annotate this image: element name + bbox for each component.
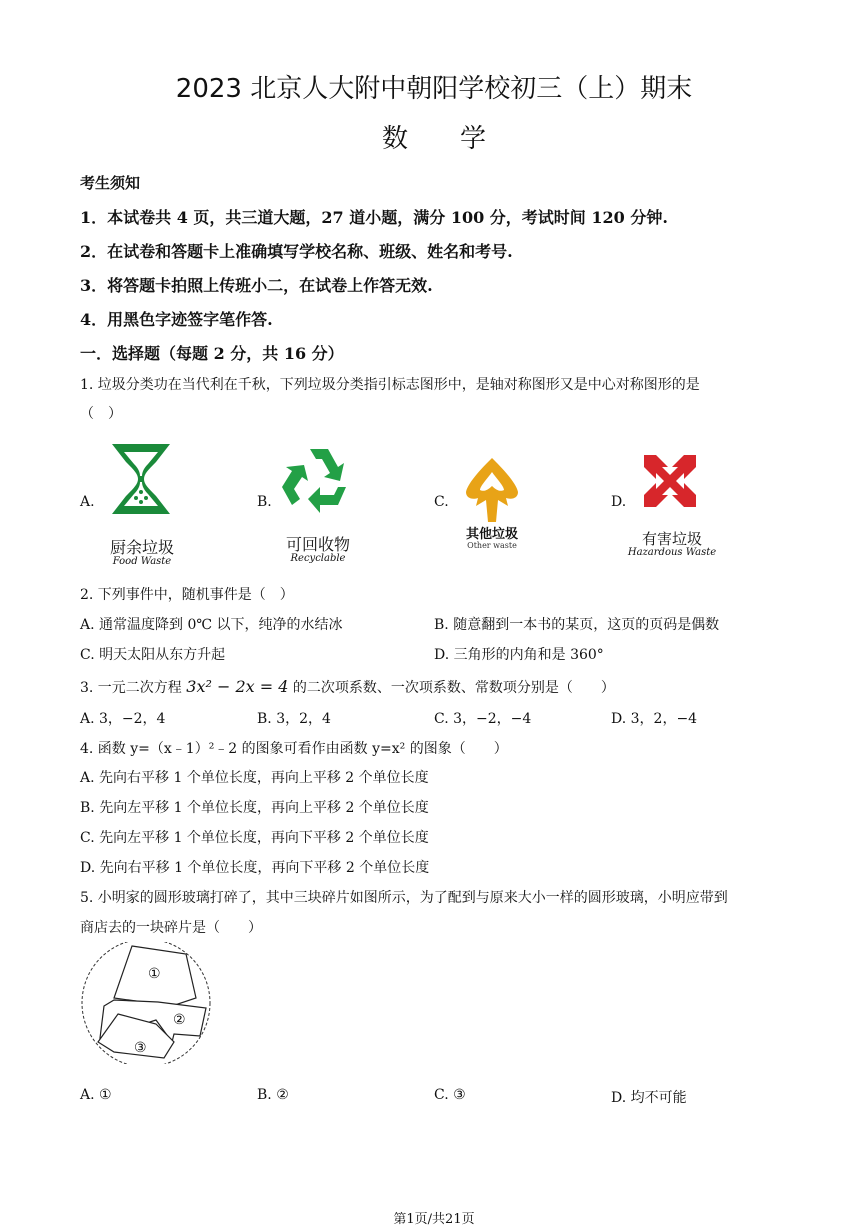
q4-option-d: D. 先向右平移 1 个单位长度，再向下平移 2 个单位长度 (80, 860, 430, 876)
q2-option-a: A. 通常温度降到 0℃ 以下，纯净的水结冰 (80, 617, 343, 633)
notice-item-4: 4．用黑色字迹签字笔作答. (80, 310, 273, 329)
q2-option-b: B. 随意翻到一本书的某页，这页的页码是偶数 (434, 617, 720, 633)
notice-item-1: 1．本试卷共 4 页，共三道大题，27 道小题，满分 100 分，考试时间 120 分钟. (80, 208, 668, 227)
subject-title: 数 学 (381, 124, 486, 154)
question-1-paren: （ ） (80, 406, 122, 422)
fragment-2-mark: ② (173, 1012, 186, 1028)
q1-option-d-caption: 有害垃圾 (641, 530, 702, 548)
q3-option-a: A. 3，−2，4 (80, 711, 166, 727)
q5-option-b: B. ② (257, 1087, 289, 1103)
q1-option-a-caption: 厨余垃圾 (109, 538, 174, 557)
q3-equation: 3x² − 2x = 4 (186, 677, 289, 696)
notice-item-2: 2．在试卷和答题卡上准确填写学校名称、班级、姓名和考号. (80, 242, 513, 261)
q5-option-c: C. ③ (434, 1087, 466, 1103)
q1-option-c-subcaption: Other waste (467, 541, 517, 550)
q3-stem-post: 的二次项系数、一次项系数、常数项分别是（ ） (292, 680, 615, 696)
q3-option-d: D. 3，2，−4 (611, 711, 698, 727)
q4-option-a: A. 先向右平移 1 个单位长度，再向上平移 2 个单位长度 (80, 770, 429, 786)
q4-option-b: B. 先向左平移 1 个单位长度，再向上平移 2 个单位长度 (80, 800, 429, 816)
question-3-stem (80, 677, 615, 697)
notice-item-3: 3．将答题卡拍照上传班小二，在试卷上作答无效. (80, 276, 433, 295)
q1-option-b-subcaption: Recyclable (290, 553, 346, 564)
notice-heading: 考生须知 (80, 174, 141, 192)
q1-option-a-subcaption: Food Waste (112, 556, 172, 567)
question-1-stem: 1. 垃圾分类功在当代利在千秋，下列垃圾分类指引标志图形中，是轴对称图形又是中心对称图形的是 (80, 377, 700, 393)
q1-option-a-label: A. (80, 494, 95, 510)
q2-option-c: C. 明天太阳从东方升起 (80, 647, 226, 663)
recycle-icon (280, 443, 358, 519)
q3-option-b: B. 3，2，4 (257, 711, 331, 727)
q1-option-c-caption: 其他垃圾 (465, 527, 518, 542)
q2-option-d: D. 三角形的内角和是 360° (434, 647, 604, 663)
fragment-1-mark: ① (148, 966, 161, 982)
q3-option-c: C. 3，−2，−4 (434, 711, 532, 727)
question-5-stem-line1: 5. 小明家的圆形玻璃打碎了，其中三块碎片如图所示，为了配到与原来大小一样的圆形玻璃，小明应带到 (80, 890, 728, 906)
fragment-3-mark: ③ (134, 1040, 147, 1056)
q1-option-d-subcaption: Hazardous Waste (627, 547, 717, 558)
q5-option-a: A. ① (80, 1087, 112, 1103)
q4-option-c: C. 先向左平移 1 个单位长度，再向下平移 2 个单位长度 (80, 830, 429, 846)
q1-option-b-caption: 可回收物 (285, 535, 350, 554)
section-heading: 一．选择题（每题 2 分，共 16 分） (80, 344, 344, 363)
question-4-stem: 4. 函数 y=（x﹣1）²﹣2 的图象可看作由函数 y=x² 的图象（ ） (80, 741, 508, 757)
question-5-stem-line2: 商店去的一块碎片是（ ） (80, 920, 262, 936)
page-number: 第1页/共21页 (393, 1212, 475, 1227)
q1-option-d-label: D. (611, 494, 627, 510)
question-2-stem: 2. 下列事件中，随机事件是（ ） (80, 587, 294, 603)
q1-option-b-label: B. (257, 494, 272, 510)
food-waste-icon (108, 440, 174, 522)
q5-option-d: D. 均不可能 (611, 1090, 687, 1106)
other-waste-icon (462, 456, 522, 530)
q1-option-c-label: C. (434, 494, 449, 510)
q3-stem-pre: 3. 一元二次方程 (80, 680, 182, 696)
page-title: 2023 北京人大附中朝阳学校初三（上）期末 (175, 74, 693, 104)
hazardous-waste-icon (642, 453, 698, 513)
